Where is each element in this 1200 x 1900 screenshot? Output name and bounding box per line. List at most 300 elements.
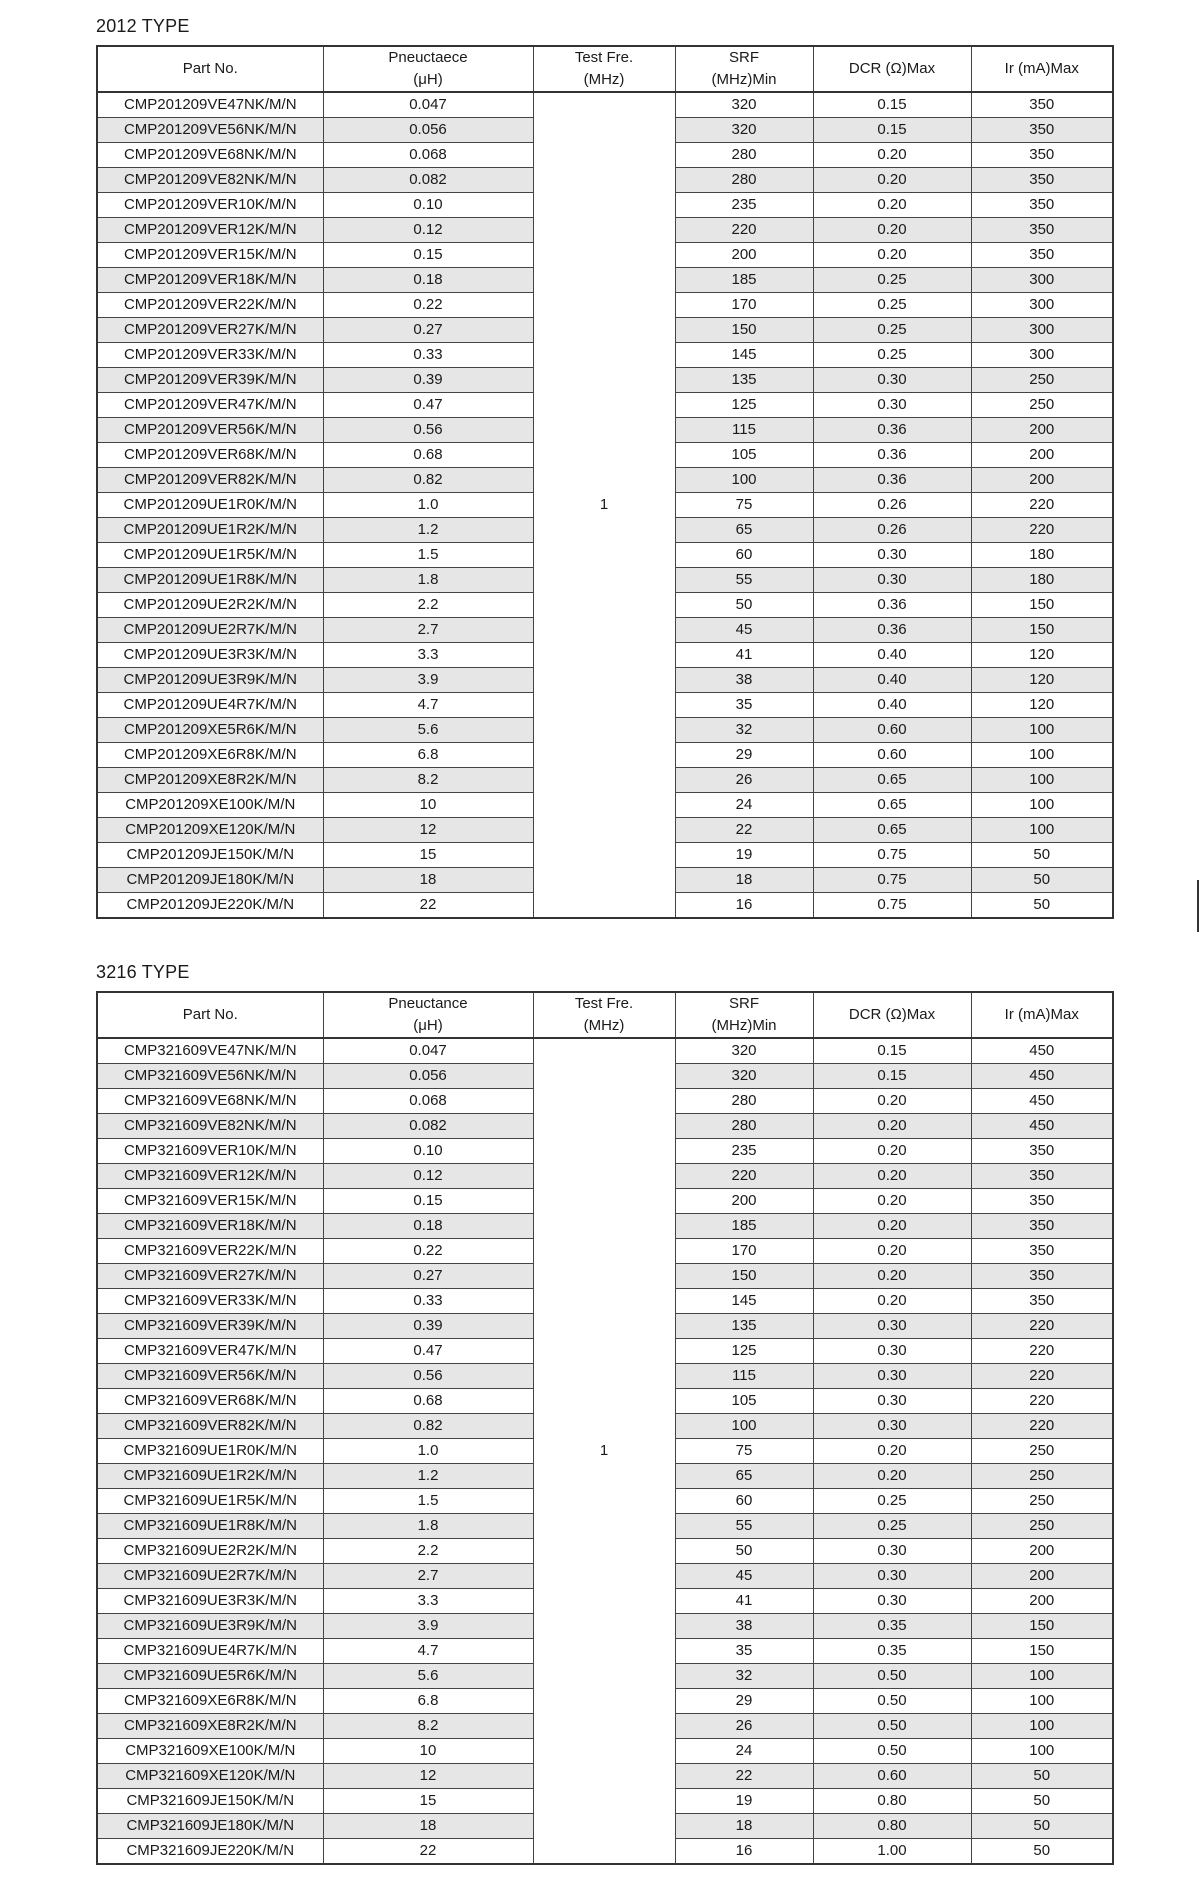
cell-dcr: 0.26 bbox=[813, 493, 971, 518]
cell-inductance: 0.10 bbox=[323, 1139, 533, 1164]
cell-part-no: CMP321609UE3R3K/M/N bbox=[97, 1589, 323, 1614]
cell-srf: 29 bbox=[675, 1689, 813, 1714]
cell-inductance: 4.7 bbox=[323, 1639, 533, 1664]
cell-srf: 38 bbox=[675, 668, 813, 693]
cell-srf: 115 bbox=[675, 418, 813, 443]
cell-ir: 250 bbox=[971, 368, 1113, 393]
cell-part-no: CMP321609VE56NK/M/N bbox=[97, 1064, 323, 1089]
cell-srf: 24 bbox=[675, 793, 813, 818]
cell-srf: 135 bbox=[675, 368, 813, 393]
cell-part-no: CMP321609VER12K/M/N bbox=[97, 1164, 323, 1189]
cell-dcr: 0.25 bbox=[813, 293, 971, 318]
cell-inductance: 0.18 bbox=[323, 268, 533, 293]
cell-dcr: 0.36 bbox=[813, 468, 971, 493]
cell-part-no: CMP321609UE2R7K/M/N bbox=[97, 1564, 323, 1589]
cell-srf: 105 bbox=[675, 1389, 813, 1414]
header-test-fre: Test Fre. (MHz) bbox=[533, 992, 675, 1038]
cell-dcr: 0.35 bbox=[813, 1614, 971, 1639]
cell-srf: 75 bbox=[675, 1439, 813, 1464]
cell-dcr: 0.30 bbox=[813, 1389, 971, 1414]
cell-dcr: 0.20 bbox=[813, 1264, 971, 1289]
cell-inductance: 0.047 bbox=[323, 1038, 533, 1064]
cell-srf: 45 bbox=[675, 618, 813, 643]
cell-ir: 120 bbox=[971, 693, 1113, 718]
cell-ir: 180 bbox=[971, 543, 1113, 568]
cell-inductance: 0.56 bbox=[323, 1364, 533, 1389]
cell-part-no: CMP201209VE56NK/M/N bbox=[97, 118, 323, 143]
cell-part-no: CMP201209VER12K/M/N bbox=[97, 218, 323, 243]
cell-part-no: CMP321609VER82K/M/N bbox=[97, 1414, 323, 1439]
cell-ir: 450 bbox=[971, 1038, 1113, 1064]
cell-dcr: 0.20 bbox=[813, 1439, 971, 1464]
cell-ir: 350 bbox=[971, 1214, 1113, 1239]
cell-ir: 120 bbox=[971, 668, 1113, 693]
cell-srf: 50 bbox=[675, 593, 813, 618]
cell-srf: 235 bbox=[675, 1139, 813, 1164]
cell-inductance: 1.2 bbox=[323, 518, 533, 543]
cell-part-no: CMP201209VE82NK/M/N bbox=[97, 168, 323, 193]
cell-srf: 22 bbox=[675, 1764, 813, 1789]
cell-inductance: 3.9 bbox=[323, 1614, 533, 1639]
cell-srf: 60 bbox=[675, 543, 813, 568]
cell-dcr: 0.20 bbox=[813, 1139, 971, 1164]
cell-part-no: CMP201209VER33K/M/N bbox=[97, 343, 323, 368]
cell-inductance: 0.12 bbox=[323, 218, 533, 243]
cell-ir: 180 bbox=[971, 568, 1113, 593]
cell-ir: 220 bbox=[971, 1364, 1113, 1389]
cell-inductance: 1.0 bbox=[323, 1439, 533, 1464]
cell-dcr: 1.00 bbox=[813, 1839, 971, 1865]
cell-srf: 18 bbox=[675, 868, 813, 893]
cell-ir: 200 bbox=[971, 468, 1113, 493]
cell-ir: 220 bbox=[971, 1414, 1113, 1439]
cell-srf: 75 bbox=[675, 493, 813, 518]
cell-srf: 125 bbox=[675, 393, 813, 418]
cell-ir: 350 bbox=[971, 1139, 1113, 1164]
header-inductance: Pneuctaece (μH) bbox=[323, 46, 533, 92]
cell-srf: 41 bbox=[675, 643, 813, 668]
cell-part-no: CMP321609VE82NK/M/N bbox=[97, 1114, 323, 1139]
cell-part-no: CMP201209UE2R7K/M/N bbox=[97, 618, 323, 643]
cell-inductance: 1.8 bbox=[323, 568, 533, 593]
header-test-fre: Test Fre. (MHz) bbox=[533, 46, 675, 92]
cell-inductance: 0.39 bbox=[323, 1314, 533, 1339]
cell-ir: 200 bbox=[971, 1564, 1113, 1589]
cell-inductance: 0.47 bbox=[323, 393, 533, 418]
cell-ir: 200 bbox=[971, 443, 1113, 468]
cell-dcr: 0.30 bbox=[813, 568, 971, 593]
cell-ir: 300 bbox=[971, 343, 1113, 368]
cell-inductance: 8.2 bbox=[323, 1714, 533, 1739]
cell-inductance: 12 bbox=[323, 818, 533, 843]
cell-ir: 200 bbox=[971, 1589, 1113, 1614]
cell-srf: 26 bbox=[675, 768, 813, 793]
cell-part-no: CMP201209VER68K/M/N bbox=[97, 443, 323, 468]
cell-dcr: 0.80 bbox=[813, 1814, 971, 1839]
cell-part-no: CMP201209UE1R0K/M/N bbox=[97, 493, 323, 518]
cell-inductance: 0.27 bbox=[323, 318, 533, 343]
cell-part-no: CMP201209JE220K/M/N bbox=[97, 893, 323, 919]
cell-ir: 150 bbox=[971, 1639, 1113, 1664]
cell-ir: 50 bbox=[971, 893, 1113, 919]
cell-inductance: 5.6 bbox=[323, 718, 533, 743]
cell-inductance: 0.047 bbox=[323, 92, 533, 118]
spec-table-2012 bbox=[96, 45, 1114, 919]
cell-dcr: 0.36 bbox=[813, 443, 971, 468]
cell-part-no: CMP321609VER10K/M/N bbox=[97, 1139, 323, 1164]
cell-srf: 235 bbox=[675, 193, 813, 218]
table-header-row bbox=[97, 992, 1113, 1038]
cell-dcr: 0.50 bbox=[813, 1689, 971, 1714]
cell-dcr: 0.15 bbox=[813, 92, 971, 118]
cell-inductance: 0.56 bbox=[323, 418, 533, 443]
cell-part-no: CMP321609VER18K/M/N bbox=[97, 1214, 323, 1239]
cell-part-no: CMP201209VER47K/M/N bbox=[97, 393, 323, 418]
cell-srf: 320 bbox=[675, 92, 813, 118]
cell-srf: 29 bbox=[675, 743, 813, 768]
cell-inductance: 1.8 bbox=[323, 1514, 533, 1539]
cell-part-no: CMP201209XE5R6K/M/N bbox=[97, 718, 323, 743]
cell-part-no: CMP321609UE3R9K/M/N bbox=[97, 1614, 323, 1639]
cell-ir: 250 bbox=[971, 1439, 1113, 1464]
cell-ir: 350 bbox=[971, 1264, 1113, 1289]
cell-srf: 32 bbox=[675, 718, 813, 743]
cell-inductance: 0.15 bbox=[323, 243, 533, 268]
cell-inductance: 18 bbox=[323, 1814, 533, 1839]
cell-srf: 24 bbox=[675, 1739, 813, 1764]
cell-part-no: CMP201209VER82K/M/N bbox=[97, 468, 323, 493]
cell-inductance: 0.056 bbox=[323, 118, 533, 143]
cell-srf: 280 bbox=[675, 143, 813, 168]
cell-part-no: CMP201209VE47NK/M/N bbox=[97, 92, 323, 118]
cell-ir: 100 bbox=[971, 743, 1113, 768]
cell-srf: 280 bbox=[675, 1089, 813, 1114]
header-part-no: Part No. bbox=[97, 46, 323, 92]
cell-part-no: CMP201209UE4R7K/M/N bbox=[97, 693, 323, 718]
cell-inductance: 0.12 bbox=[323, 1164, 533, 1189]
cell-ir: 350 bbox=[971, 1189, 1113, 1214]
cell-part-no: CMP201209XE8R2K/M/N bbox=[97, 768, 323, 793]
cell-ir: 220 bbox=[971, 493, 1113, 518]
cell-part-no: CMP201209VER22K/M/N bbox=[97, 293, 323, 318]
cell-part-no: CMP201209XE6R8K/M/N bbox=[97, 743, 323, 768]
cell-part-no: CMP201209VER18K/M/N bbox=[97, 268, 323, 293]
cell-inductance: 0.22 bbox=[323, 293, 533, 318]
header-srf: SRF (MHz)Min bbox=[675, 992, 813, 1038]
cell-inductance: 0.82 bbox=[323, 1414, 533, 1439]
cell-ir: 50 bbox=[971, 1839, 1113, 1865]
cell-srf: 185 bbox=[675, 268, 813, 293]
cell-dcr: 0.25 bbox=[813, 1489, 971, 1514]
cell-part-no: CMP321609VER15K/M/N bbox=[97, 1189, 323, 1214]
cell-dcr: 0.50 bbox=[813, 1739, 971, 1764]
cell-srf: 50 bbox=[675, 1539, 813, 1564]
cell-ir: 100 bbox=[971, 1689, 1113, 1714]
cell-dcr: 0.50 bbox=[813, 1664, 971, 1689]
cell-part-no: CMP321609UE2R2K/M/N bbox=[97, 1539, 323, 1564]
cell-part-no: CMP201209JE180K/M/N bbox=[97, 868, 323, 893]
cell-inductance: 10 bbox=[323, 793, 533, 818]
cell-dcr: 0.65 bbox=[813, 793, 971, 818]
cell-inductance: 22 bbox=[323, 893, 533, 919]
cell-inductance: 18 bbox=[323, 868, 533, 893]
cell-srf: 18 bbox=[675, 1814, 813, 1839]
cell-srf: 220 bbox=[675, 1164, 813, 1189]
cell-inductance: 5.6 bbox=[323, 1664, 533, 1689]
cell-part-no: CMP201209UE1R5K/M/N bbox=[97, 543, 323, 568]
spec-table-3216 bbox=[96, 991, 1114, 1865]
cell-dcr: 0.30 bbox=[813, 368, 971, 393]
cell-inductance: 1.0 bbox=[323, 493, 533, 518]
cell-dcr: 0.35 bbox=[813, 1639, 971, 1664]
header-dcr: DCR (Ω)Max bbox=[813, 46, 971, 92]
cell-part-no: CMP321609VE47NK/M/N bbox=[97, 1038, 323, 1064]
table-header-row bbox=[97, 46, 1113, 92]
cell-srf: 200 bbox=[675, 243, 813, 268]
cell-srf: 35 bbox=[675, 693, 813, 718]
cell-srf: 100 bbox=[675, 468, 813, 493]
cell-srf: 16 bbox=[675, 1839, 813, 1865]
cell-part-no: CMP201209UE3R9K/M/N bbox=[97, 668, 323, 693]
cell-dcr: 0.36 bbox=[813, 593, 971, 618]
cell-srf: 55 bbox=[675, 1514, 813, 1539]
cell-ir: 450 bbox=[971, 1089, 1113, 1114]
cell-dcr: 0.20 bbox=[813, 1464, 971, 1489]
cell-srf: 65 bbox=[675, 518, 813, 543]
cell-inductance: 4.7 bbox=[323, 693, 533, 718]
cell-part-no: CMP321609VER33K/M/N bbox=[97, 1289, 323, 1314]
cell-ir: 50 bbox=[971, 1814, 1113, 1839]
cell-ir: 350 bbox=[971, 92, 1113, 118]
cell-part-no: CMP321609XE120K/M/N bbox=[97, 1764, 323, 1789]
cell-inductance: 0.068 bbox=[323, 143, 533, 168]
cell-ir: 250 bbox=[971, 1464, 1113, 1489]
cell-dcr: 0.30 bbox=[813, 543, 971, 568]
cell-srf: 320 bbox=[675, 1038, 813, 1064]
cell-ir: 100 bbox=[971, 1714, 1113, 1739]
cell-ir: 150 bbox=[971, 1614, 1113, 1639]
cell-ir: 350 bbox=[971, 143, 1113, 168]
cell-ir: 100 bbox=[971, 1664, 1113, 1689]
cell-part-no: CMP201209VER39K/M/N bbox=[97, 368, 323, 393]
cell-part-no: CMP321609UE1R5K/M/N bbox=[97, 1489, 323, 1514]
cell-part-no: CMP321609JE220K/M/N bbox=[97, 1839, 323, 1865]
cell-ir: 220 bbox=[971, 1314, 1113, 1339]
cell-dcr: 0.20 bbox=[813, 1289, 971, 1314]
cell-inductance: 3.3 bbox=[323, 1589, 533, 1614]
header-ir: Ir (mA)Max bbox=[971, 992, 1113, 1038]
cell-dcr: 0.26 bbox=[813, 518, 971, 543]
cell-ir: 100 bbox=[971, 718, 1113, 743]
cell-ir: 220 bbox=[971, 518, 1113, 543]
cell-inductance: 0.15 bbox=[323, 1189, 533, 1214]
cell-srf: 145 bbox=[675, 1289, 813, 1314]
cell-inductance: 3.3 bbox=[323, 643, 533, 668]
cell-srf: 16 bbox=[675, 893, 813, 919]
cell-ir: 220 bbox=[971, 1389, 1113, 1414]
cell-part-no: CMP321609XE6R8K/M/N bbox=[97, 1689, 323, 1714]
cell-inductance: 6.8 bbox=[323, 1689, 533, 1714]
cell-ir: 250 bbox=[971, 393, 1113, 418]
cell-inductance: 0.47 bbox=[323, 1339, 533, 1364]
cell-ir: 220 bbox=[971, 1339, 1113, 1364]
cell-ir: 350 bbox=[971, 118, 1113, 143]
cell-part-no: CMP201209VER10K/M/N bbox=[97, 193, 323, 218]
cell-dcr: 0.20 bbox=[813, 1214, 971, 1239]
cell-dcr: 0.40 bbox=[813, 693, 971, 718]
cell-srf: 41 bbox=[675, 1589, 813, 1614]
cell-srf: 145 bbox=[675, 343, 813, 368]
cell-ir: 450 bbox=[971, 1064, 1113, 1089]
cell-srf: 26 bbox=[675, 1714, 813, 1739]
cell-dcr: 0.60 bbox=[813, 743, 971, 768]
cell-inductance: 2.7 bbox=[323, 618, 533, 643]
table-row bbox=[97, 1038, 1113, 1064]
cell-inductance: 0.33 bbox=[323, 1289, 533, 1314]
cell-srf: 150 bbox=[675, 318, 813, 343]
cell-inductance: 0.10 bbox=[323, 193, 533, 218]
cell-part-no: CMP321609VER56K/M/N bbox=[97, 1364, 323, 1389]
cell-ir: 350 bbox=[971, 243, 1113, 268]
cell-srf: 105 bbox=[675, 443, 813, 468]
cell-part-no: CMP321609JE150K/M/N bbox=[97, 1789, 323, 1814]
cell-dcr: 0.30 bbox=[813, 1539, 971, 1564]
cell-inductance: 0.068 bbox=[323, 1089, 533, 1114]
cell-srf: 100 bbox=[675, 1414, 813, 1439]
cell-srf: 220 bbox=[675, 218, 813, 243]
cell-dcr: 0.50 bbox=[813, 1714, 971, 1739]
cell-dcr: 0.20 bbox=[813, 143, 971, 168]
cell-ir: 100 bbox=[971, 818, 1113, 843]
cell-srf: 200 bbox=[675, 1189, 813, 1214]
cell-dcr: 0.30 bbox=[813, 1339, 971, 1364]
cell-srf: 115 bbox=[675, 1364, 813, 1389]
cell-inductance: 15 bbox=[323, 843, 533, 868]
cell-srf: 150 bbox=[675, 1264, 813, 1289]
cell-part-no: CMP201209UE2R2K/M/N bbox=[97, 593, 323, 618]
cell-dcr: 0.25 bbox=[813, 1514, 971, 1539]
cell-inductance: 6.8 bbox=[323, 743, 533, 768]
cell-part-no: CMP321609VER68K/M/N bbox=[97, 1389, 323, 1414]
cell-dcr: 0.30 bbox=[813, 393, 971, 418]
cell-srf: 19 bbox=[675, 1789, 813, 1814]
cell-srf: 170 bbox=[675, 293, 813, 318]
cell-srf: 55 bbox=[675, 568, 813, 593]
cell-inductance: 0.18 bbox=[323, 1214, 533, 1239]
cell-ir: 300 bbox=[971, 318, 1113, 343]
cell-ir: 150 bbox=[971, 618, 1113, 643]
cell-dcr: 0.75 bbox=[813, 843, 971, 868]
cell-ir: 50 bbox=[971, 1764, 1113, 1789]
cell-ir: 150 bbox=[971, 593, 1113, 618]
cell-ir: 200 bbox=[971, 1539, 1113, 1564]
cell-ir: 300 bbox=[971, 293, 1113, 318]
cell-inductance: 0.68 bbox=[323, 443, 533, 468]
cell-dcr: 0.36 bbox=[813, 618, 971, 643]
cell-part-no: CMP321609VER47K/M/N bbox=[97, 1339, 323, 1364]
cell-srf: 170 bbox=[675, 1239, 813, 1264]
cell-dcr: 0.40 bbox=[813, 668, 971, 693]
cell-ir: 50 bbox=[971, 868, 1113, 893]
cell-srf: 280 bbox=[675, 168, 813, 193]
cell-inductance: 0.082 bbox=[323, 1114, 533, 1139]
cell-dcr: 0.20 bbox=[813, 1089, 971, 1114]
cell-inductance: 1.5 bbox=[323, 1489, 533, 1514]
cell-test-frequency: 1 bbox=[533, 92, 675, 918]
cell-part-no: CMP201209UE1R8K/M/N bbox=[97, 568, 323, 593]
cell-srf: 320 bbox=[675, 118, 813, 143]
cell-srf: 45 bbox=[675, 1564, 813, 1589]
cell-dcr: 0.60 bbox=[813, 718, 971, 743]
cell-ir: 350 bbox=[971, 193, 1113, 218]
cell-dcr: 0.20 bbox=[813, 1189, 971, 1214]
cell-inductance: 1.2 bbox=[323, 1464, 533, 1489]
cell-dcr: 0.30 bbox=[813, 1314, 971, 1339]
cell-ir: 350 bbox=[971, 168, 1113, 193]
cell-inductance: 0.22 bbox=[323, 1239, 533, 1264]
cell-srf: 22 bbox=[675, 818, 813, 843]
cell-dcr: 0.15 bbox=[813, 118, 971, 143]
cell-inductance: 0.27 bbox=[323, 1264, 533, 1289]
cell-srf: 19 bbox=[675, 843, 813, 868]
header-dcr: DCR (Ω)Max bbox=[813, 992, 971, 1038]
cell-inductance: 0.056 bbox=[323, 1064, 533, 1089]
cell-dcr: 0.15 bbox=[813, 1064, 971, 1089]
cell-ir: 120 bbox=[971, 643, 1113, 668]
cell-inductance: 0.33 bbox=[323, 343, 533, 368]
cell-inductance: 12 bbox=[323, 1764, 533, 1789]
cell-ir: 350 bbox=[971, 1239, 1113, 1264]
cell-inductance: 0.082 bbox=[323, 168, 533, 193]
cell-dcr: 0.30 bbox=[813, 1414, 971, 1439]
cell-dcr: 0.15 bbox=[813, 1038, 971, 1064]
cell-part-no: CMP201209UE1R2K/M/N bbox=[97, 518, 323, 543]
cell-dcr: 0.20 bbox=[813, 1114, 971, 1139]
cell-part-no: CMP321609VER22K/M/N bbox=[97, 1239, 323, 1264]
cell-dcr: 0.20 bbox=[813, 193, 971, 218]
cell-dcr: 0.20 bbox=[813, 1239, 971, 1264]
cell-inductance: 22 bbox=[323, 1839, 533, 1865]
cell-inductance: 2.2 bbox=[323, 1539, 533, 1564]
cell-dcr: 0.20 bbox=[813, 1164, 971, 1189]
cell-inductance: 0.39 bbox=[323, 368, 533, 393]
table-row bbox=[97, 92, 1113, 118]
cell-inductance: 0.68 bbox=[323, 1389, 533, 1414]
cell-part-no: CMP201209VE68NK/M/N bbox=[97, 143, 323, 168]
cell-part-no: CMP201209JE150K/M/N bbox=[97, 843, 323, 868]
cell-inductance: 0.82 bbox=[323, 468, 533, 493]
cell-srf: 280 bbox=[675, 1114, 813, 1139]
cell-part-no: CMP321609XE8R2K/M/N bbox=[97, 1714, 323, 1739]
cell-ir: 350 bbox=[971, 1289, 1113, 1314]
cell-dcr: 0.25 bbox=[813, 318, 971, 343]
cell-inductance: 2.2 bbox=[323, 593, 533, 618]
header-inductance: Pneuctance (μH) bbox=[323, 992, 533, 1038]
cell-dcr: 0.20 bbox=[813, 243, 971, 268]
cell-ir: 100 bbox=[971, 793, 1113, 818]
cell-part-no: CMP201209XE100K/M/N bbox=[97, 793, 323, 818]
cell-ir: 350 bbox=[971, 1164, 1113, 1189]
cell-srf: 32 bbox=[675, 1664, 813, 1689]
cell-srf: 320 bbox=[675, 1064, 813, 1089]
header-part-no: Part No. bbox=[97, 992, 323, 1038]
cell-ir: 50 bbox=[971, 1789, 1113, 1814]
cell-test-frequency: 1 bbox=[533, 1038, 675, 1864]
cell-dcr: 0.40 bbox=[813, 643, 971, 668]
cell-dcr: 0.65 bbox=[813, 818, 971, 843]
cell-srf: 38 bbox=[675, 1614, 813, 1639]
cell-part-no: CMP201209VER56K/M/N bbox=[97, 418, 323, 443]
